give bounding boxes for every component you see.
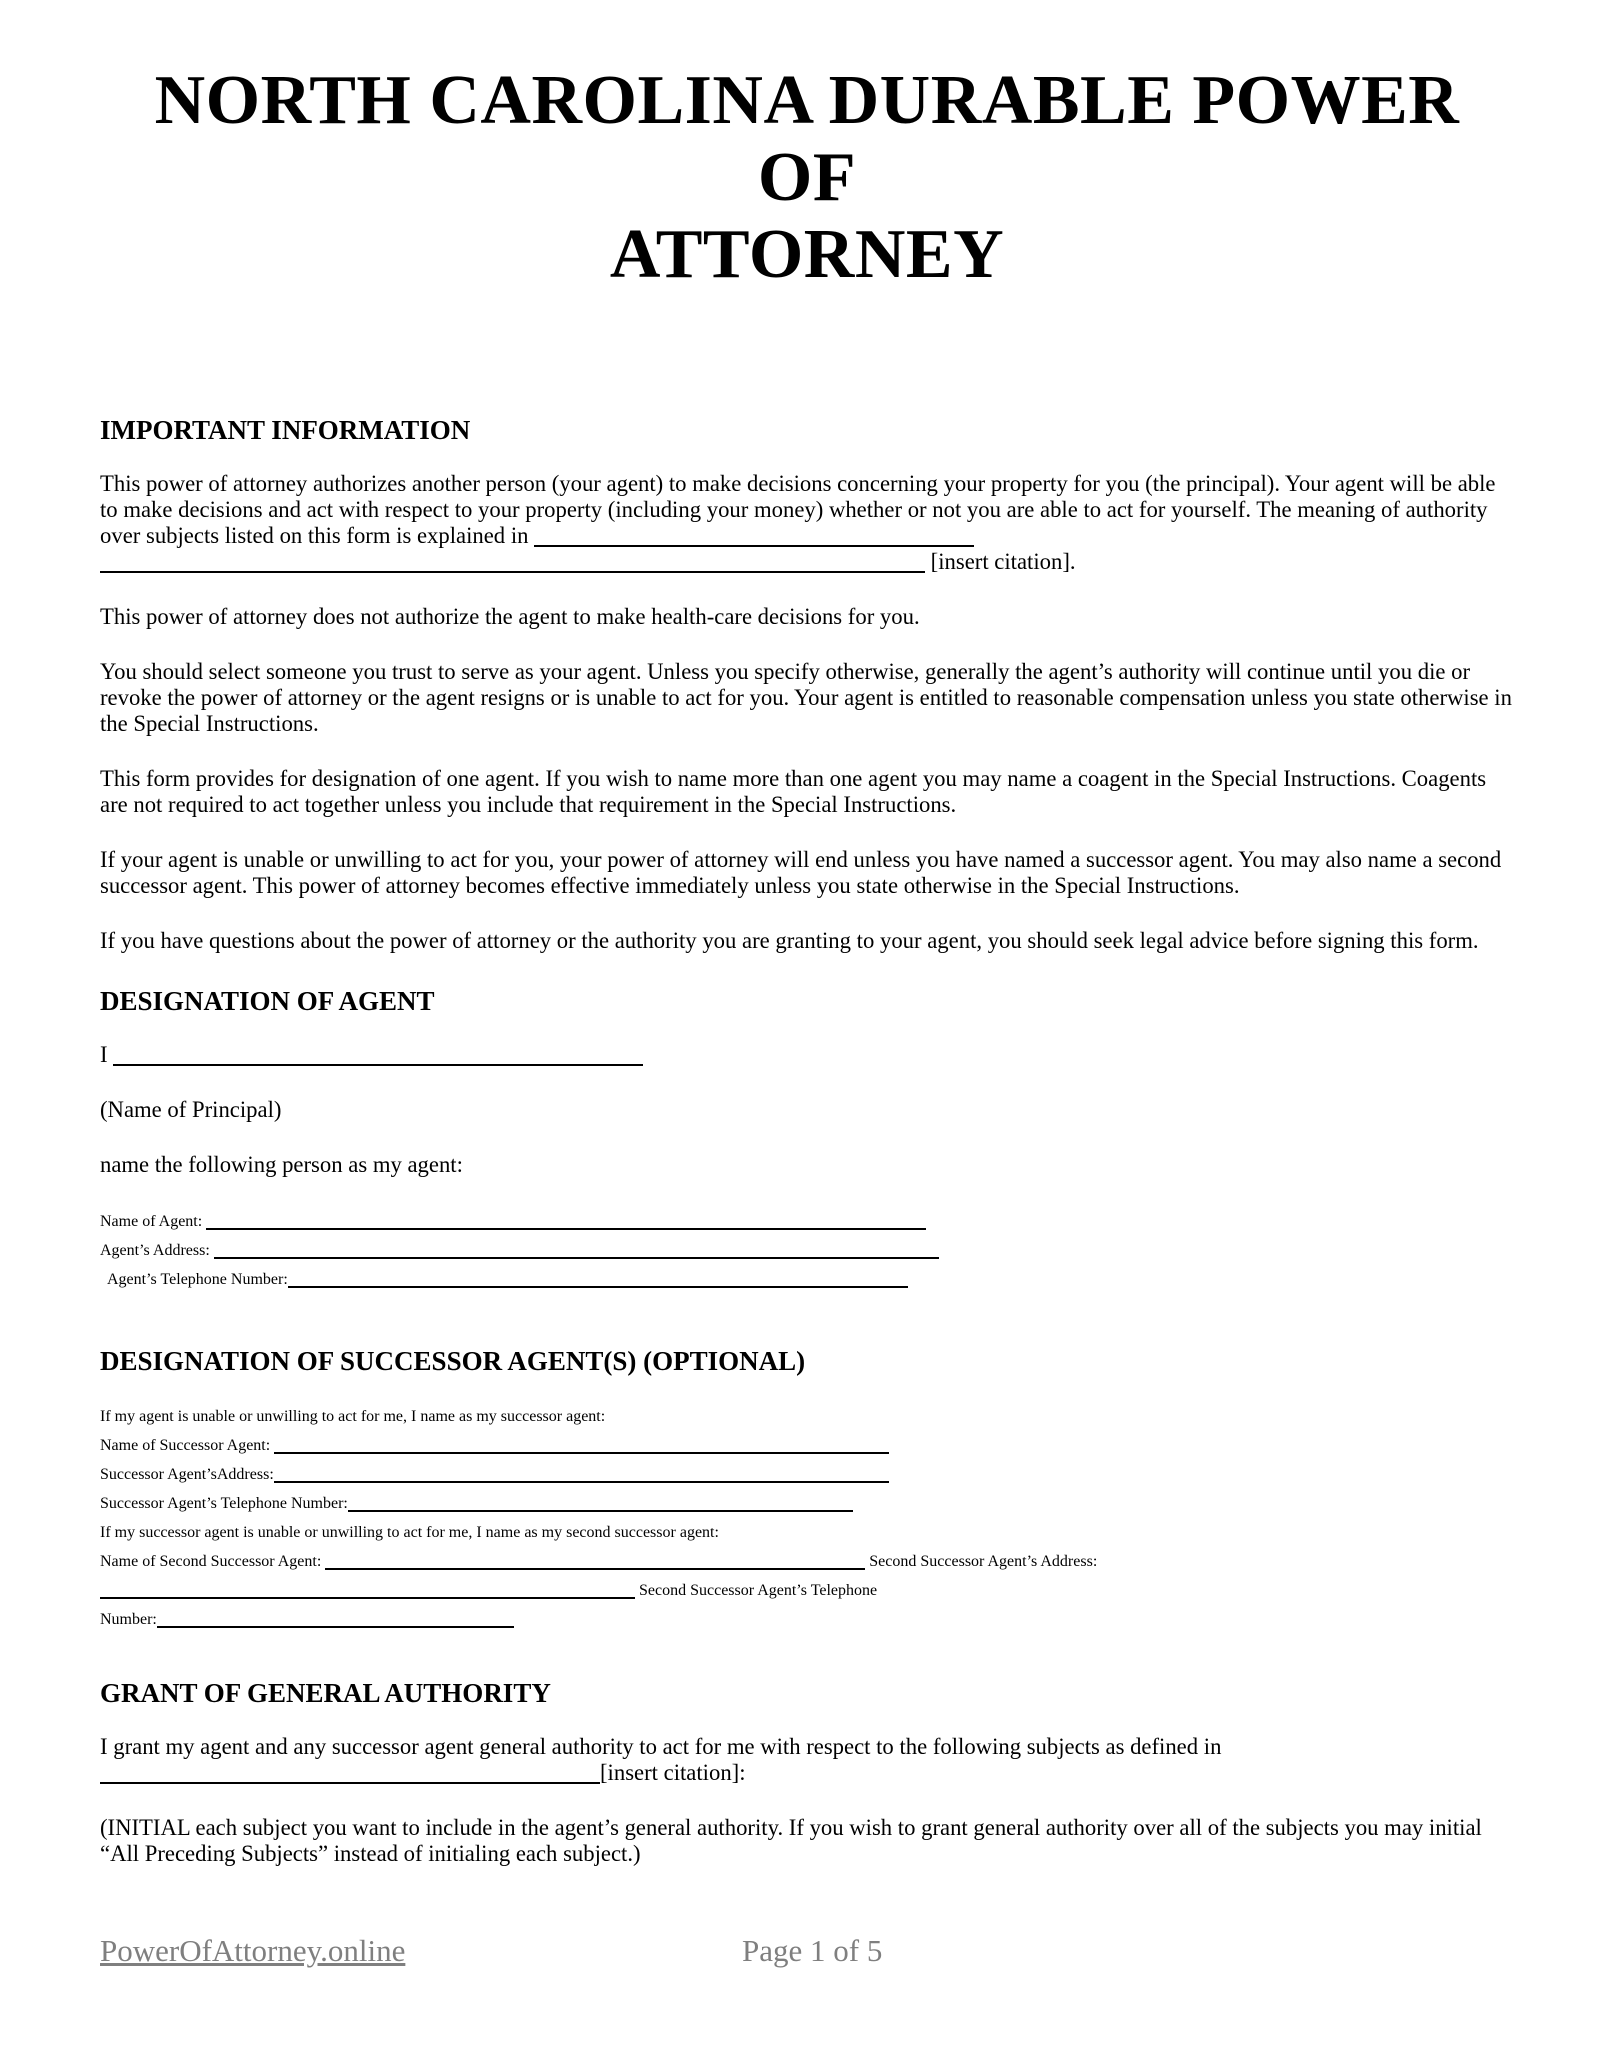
successor-address-label: Successor Agent’sAddress: <box>100 1466 274 1483</box>
section-heading-designation-of-agent: DESIGNATION OF AGENT <box>100 986 435 1016</box>
successor-phone-label: Successor Agent’s Telephone Number: <box>100 1495 348 1512</box>
successor-name-label: Name of Successor Agent: <box>100 1437 271 1454</box>
document-content <box>0 62 1600 1867</box>
grant-paragraph-text: I grant my agent and any successor agent general authority to act for me with respect to the following subjects as defined in <box>100 1734 1222 1759</box>
successor-phone-row <box>100 1489 1514 1518</box>
second-successor-phone-blank[interactable] <box>157 1624 514 1628</box>
principal-name-blank[interactable] <box>113 1062 643 1066</box>
successor-address-blank[interactable] <box>274 1479 889 1483</box>
successor-fields <box>100 1402 1514 1634</box>
grant-citation-label: [insert citation]: <box>600 1760 746 1785</box>
important-paragraph-2: This power of attorney does not authorize the agent to make health-care decisions for you. <box>100 604 920 629</box>
section-heading-grant-of-authority: GRANT OF GENERAL AUTHORITY <box>100 1678 551 1708</box>
important-paragraph-3: You should select someone you trust to serve as your agent. Unless you specify otherwise, generally the agent’s authority will continue until you die or revoke the power of attorney or the agent resigns or is unable to act for you. Your agent is entitled to reasonable compensation unless you state otherwise in the Special Instructions. <box>100 659 1512 736</box>
successor-address-row <box>100 1460 1514 1489</box>
second-successor-name-row <box>100 1547 1514 1576</box>
second-successor-phone-label: Second Successor Agent’s Telephone <box>639 1582 878 1599</box>
section-heading-important-information: IMPORTANT INFORMATION <box>100 415 471 445</box>
agent-name-label: Name of Agent: <box>100 1213 203 1230</box>
second-successor-address-blank[interactable] <box>100 1595 635 1599</box>
second-successor-address-label: Second Successor Agent’s Address: <box>869 1553 1098 1570</box>
agent-address-blank[interactable] <box>214 1255 939 1259</box>
agent-phone-blank[interactable] <box>288 1284 908 1288</box>
agent-address-row <box>100 1236 1514 1265</box>
grant-citation-blank[interactable] <box>100 1780 600 1784</box>
citation-blank-line-1[interactable] <box>534 543 974 547</box>
agent-address-label: Agent’s Address: <box>100 1242 210 1259</box>
grant-paragraph <box>100 1734 1514 1786</box>
important-paragraph-1 <box>100 471 1514 575</box>
citation-blank-line-2[interactable] <box>100 569 925 573</box>
agent-intro-line: name the following person as my agent: <box>100 1152 463 1177</box>
important-paragraph-5: If your agent is unable or unwilling to act for you, your power of attorney will end unless you have named a successor agent. You may also name a second successor agent. This power of attorney becomes effective immediately unless you state otherwise in the Special Instructions. <box>100 847 1502 898</box>
successor-name-row <box>100 1431 1514 1460</box>
section-heading-designation-of-successor: DESIGNATION OF SUCCESSOR AGENT(S) (OPTIONAL) <box>100 1346 806 1376</box>
agent-phone-label: Agent’s Telephone Number: <box>107 1271 288 1288</box>
document-title-line-2: ATTORNEY <box>609 216 1005 293</box>
document-title <box>100 62 1514 293</box>
principal-name-line <box>100 1042 1514 1068</box>
important-paragraph-1-citation: [insert citation]. <box>930 549 1076 574</box>
agent-name-row <box>100 1207 1514 1236</box>
second-successor-name-blank[interactable] <box>325 1566 865 1570</box>
agent-phone-row <box>100 1265 1514 1294</box>
second-successor-name-label: Name of Second Successor Agent: <box>100 1553 322 1570</box>
footer-page-number: Page 1 of 5 <box>742 1933 883 1968</box>
agent-fields <box>100 1207 1514 1294</box>
important-paragraph-4: This form provides for designation of one agent. If you wish to name more than one agent you may name a coagent in the Special Instructions. Coagents are not required to act together unless you include that requirement in the Special Instructions. <box>100 766 1487 817</box>
principal-prefix: I <box>100 1042 108 1067</box>
initial-instruction-paragraph: (INITIAL each subject you want to include in the agent’s general authority. If you wish to grant general authority over all of the subjects you may initial “All Preceding Subjects” instead of initialing each subject.) <box>100 1815 1482 1866</box>
important-paragraph-1-text: This power of attorney authorizes another person (your agent) to make decisions concerning your property for you (the principal). Your agent will be able to make decisions and act with respect to your property (including your money) whether or not you are able to act for yourself. The meaning of authority over subjects listed on this form is explained in <box>100 471 1496 548</box>
successor-phone-blank[interactable] <box>348 1508 853 1512</box>
footer-site-link[interactable]: PowerOfAttorney.online <box>100 1933 406 1968</box>
second-successor-address-row <box>100 1576 1514 1605</box>
second-successor-phone-number-label: Number: <box>100 1611 157 1628</box>
important-paragraph-6: If you have questions about the power of attorney or the authority you are granting to your agent, you should seek legal advice before signing this form. <box>100 928 1479 953</box>
agent-name-blank[interactable] <box>206 1226 926 1230</box>
successor-name-blank[interactable] <box>274 1450 889 1454</box>
principal-name-hint: (Name of Principal) <box>100 1097 282 1122</box>
second-successor-intro-line: If my successor agent is unable or unwilling to act for me, I name as my second successor agent: <box>100 1524 719 1541</box>
successor-intro-line: If my agent is unable or unwilling to act for me, I name as my successor agent: <box>100 1408 606 1425</box>
document-title-line-1: NORTH CAROLINA DURABLE POWER OF <box>154 62 1460 216</box>
second-successor-phone-row <box>100 1605 1514 1634</box>
